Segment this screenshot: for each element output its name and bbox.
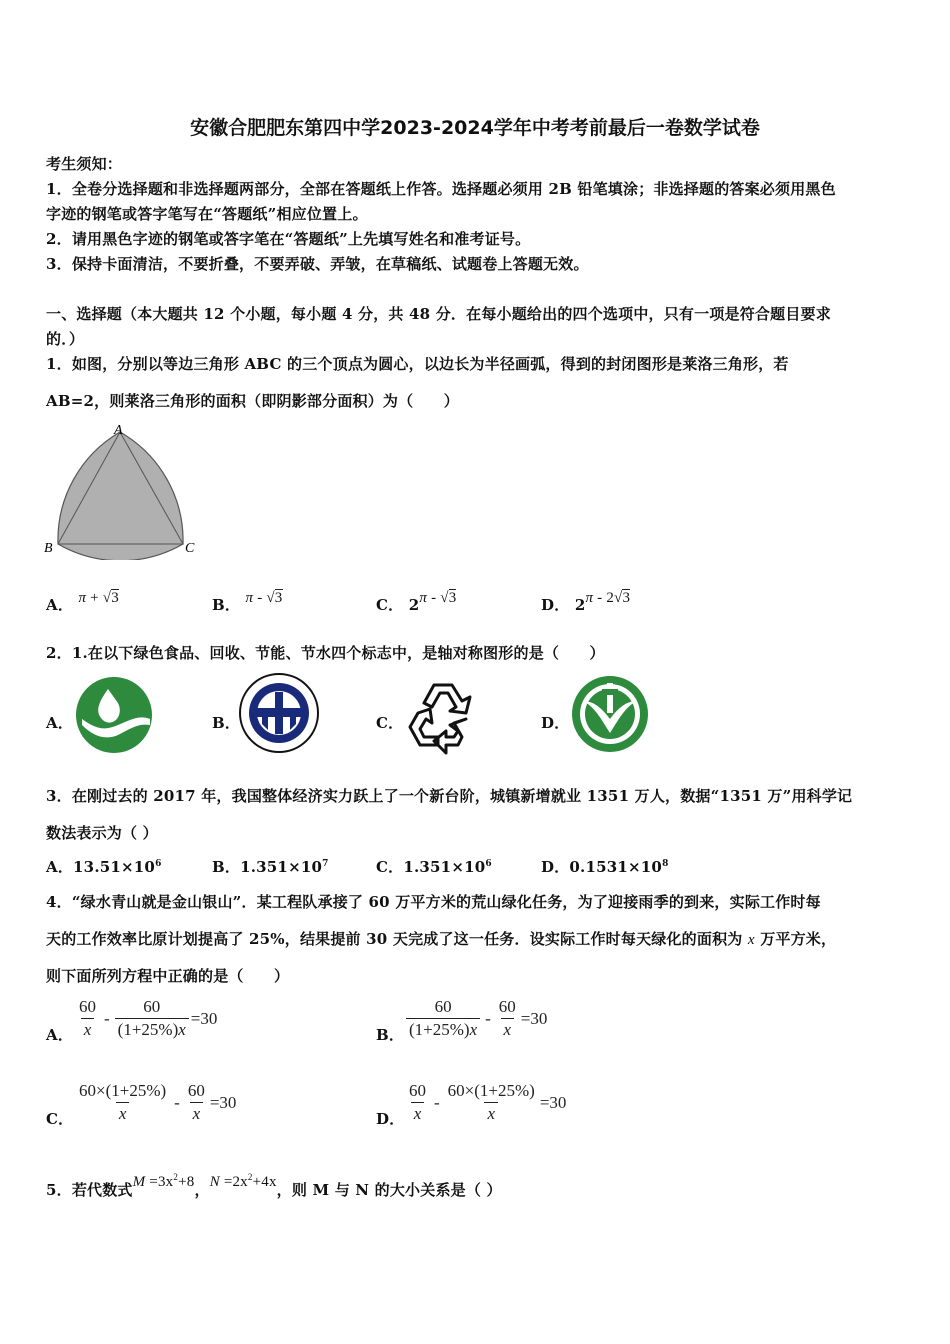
q2-option-d-label[interactable]: D． xyxy=(541,714,570,732)
q4-option-d-equation: $\frac{60}{x}$ - $\frac{60\times(1+25\%)}{x}$ =30 xyxy=(409,1081,567,1123)
q3-option-b[interactable]: B．$1.351\times 10^7$ xyxy=(212,858,329,876)
q4-option-b-equation: $\frac{60}{(1+25\%)x}$ - $\frac{60}{x}$ =30 xyxy=(404,996,547,1041)
q2-option-a-label[interactable]: A． xyxy=(46,714,74,732)
q4-stem-3: 则下面所列方程中正确的是（ ） xyxy=(46,967,290,985)
vertex-label-a: A xyxy=(114,423,123,438)
energy-saving-logo-icon xyxy=(238,672,320,754)
reuleaux-shaded-region xyxy=(58,432,183,560)
q1-option-c[interactable]: C． 2π - √3 xyxy=(376,590,457,614)
q4-option-a-label[interactable]: A． xyxy=(46,1026,74,1044)
q1-option-d[interactable]: D． 2π - 2√3 xyxy=(541,590,631,614)
page-title: 安徽合肥肥东第四中学2023-2024学年中考考前最后一卷数学试卷 xyxy=(190,117,760,139)
q1-stem-2: AB=2，则莱洛三角形的面积（即阴影部分面积）为（ ） xyxy=(46,392,459,410)
q4-option-b-label[interactable]: B． xyxy=(376,1026,405,1044)
q1-option-b[interactable]: B． π - √3 xyxy=(212,590,283,614)
reuleaux-triangle-figure xyxy=(42,420,202,560)
q4-stem-1: 4．“绿水青山就是金山银山”．某工程队承接了 60 万平方米的荒山绿化任务，为了迎接雨季的到来，实际工作时每 xyxy=(46,893,821,911)
notice-heading: 考生须知： xyxy=(46,155,123,173)
q4-option-d-label[interactable]: D． xyxy=(376,1110,405,1128)
notice-line-1b: 字迹的钢笔或答字笔写在“答题纸”相应位置上。 xyxy=(46,205,368,223)
q4-stem-2: 天的工作效率比原计划提高了 25%，结果提前 30 天完成了这一任务．设实际工作时每天绿化的面积为 x 万平方米， xyxy=(46,930,837,948)
notice-line-3: 3．保持卡面清洁，不要折叠，不要弄破、弄皱，在草稿纸、试题卷上答题无效。 xyxy=(46,255,589,273)
q5-stem: 5．若代数式$M =3x^2+8$，$N =2x^2+4x$，则 M 与 N 的大小关系是（ ） xyxy=(46,1172,502,1199)
recycle-logo-icon xyxy=(404,675,484,755)
section-heading-cont: 的．） xyxy=(46,330,85,348)
water-saving-logo-icon xyxy=(569,673,651,755)
q3-option-c[interactable]: C．$1.351\times 10^6$ xyxy=(376,858,492,876)
q4-option-c-equation: $\frac{60\times(1+25\%)}{x}$ - $\frac{60}{x}$ =30 xyxy=(79,1081,237,1123)
q3-stem-1: 3．在刚过去的 2017 年，我国整体经济实力跃上了一个新台阶，城镇新增就业 1351 万人，数据“1351 万”用科学记 xyxy=(46,787,853,805)
notice-line-1a: 1．全卷分选择题和非选择题两部分，全部在答题纸上作答。选择题必须用 2B 铅笔填涂；非选择题的答案必须用黑色 xyxy=(46,180,836,198)
q2-option-b-label[interactable]: B． xyxy=(212,714,241,732)
q1-option-a[interactable]: A． π + √3 xyxy=(46,590,119,614)
q3-option-d[interactable]: D．$0.1531\times 10^8$ xyxy=(541,858,669,876)
q3-option-a[interactable]: A．$13.51\times 10^6$ xyxy=(46,858,162,876)
q4-option-c-label[interactable]: C． xyxy=(46,1110,74,1128)
green-food-logo-icon xyxy=(74,675,154,755)
vertex-label-b: B xyxy=(44,541,53,556)
section-heading: 一、选择题（本大题共 12 个小题，每小题 4 分，共 48 分．在每小题给出的四个选项中，只有一项是符合题目要求 xyxy=(46,305,831,323)
q1-stem-1: 1．如图，分别以等边三角形 ABC 的三个顶点为圆心，以边长为半径画弧，得到的封闭图形是莱洛三角形，若 xyxy=(46,355,789,373)
q2-option-c-label[interactable]: C． xyxy=(376,714,404,732)
q4-option-a-equation: $\frac{60}{x}$ - $\frac{60}{(1+25\%)x}$ =30 xyxy=(79,997,218,1039)
vertex-label-c: C xyxy=(185,541,195,556)
notice-line-2: 2．请用黑色字迹的钢笔或答字笔在“答题纸”上先填写姓名和准考证号。 xyxy=(46,230,531,248)
q2-stem: 2．1.在以下绿色食品、回收、节能、节水四个标志中，是轴对称图形的是（ ） xyxy=(46,644,605,662)
q3-stem-2: 数法表示为（ ） xyxy=(46,824,158,842)
